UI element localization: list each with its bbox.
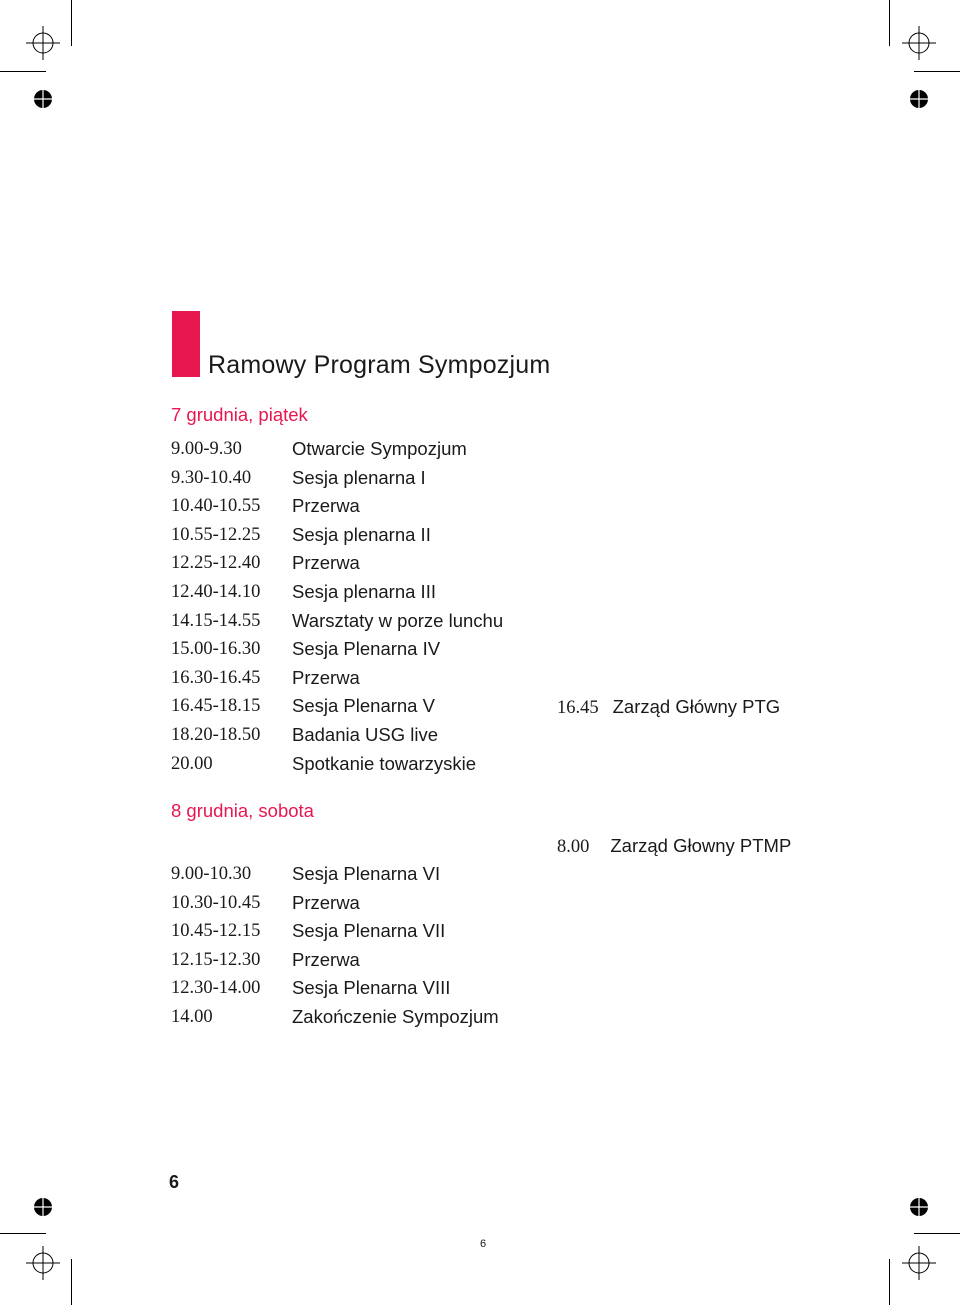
event-name: Sesja plenarna I bbox=[292, 466, 426, 488]
time-slot: 20.00 bbox=[171, 753, 213, 774]
crop-mark-bottom-left-v bbox=[71, 1259, 72, 1305]
event-name: Sesja Plenarna VIII bbox=[292, 977, 451, 999]
event-name: Sesja Plenarna VII bbox=[292, 920, 446, 942]
time-slot: 9.00-9.30 bbox=[171, 439, 242, 459]
registration-mark-bottom-left bbox=[26, 1246, 60, 1280]
event-name: Sesja Plenarna V bbox=[292, 695, 435, 717]
crop-mark-top-right-v bbox=[889, 0, 890, 46]
registration-mark-top-left bbox=[26, 26, 60, 60]
event-name: Warsztaty w porze lunchu bbox=[292, 609, 504, 631]
event-name: Przerwa bbox=[292, 891, 360, 913]
time-slot: 12.15-12.30 bbox=[171, 949, 261, 970]
time-slot: 14.15-14.55 bbox=[171, 610, 261, 631]
time-slot: 12.30-14.00 bbox=[171, 978, 261, 999]
event-name: Przerwa bbox=[292, 552, 360, 574]
time-slot: 12.40-14.10 bbox=[171, 581, 261, 602]
event-name: Badania USG live bbox=[292, 723, 439, 745]
event-name: Sesja plenarna III bbox=[292, 580, 436, 602]
side-meeting-time: 8.00 bbox=[557, 837, 590, 857]
day-heading-saturday: 8 grudnia, sobota bbox=[171, 800, 314, 821]
crop-mark-bottom-right-v bbox=[889, 1259, 890, 1305]
time-slot: 14.00 bbox=[171, 1006, 213, 1027]
side-meeting-time: 16.45 bbox=[557, 698, 599, 718]
title-accent-bar bbox=[172, 311, 200, 377]
registration-mark-bottom-right bbox=[902, 1246, 936, 1280]
event-name: Sesja Plenarna IV bbox=[292, 638, 441, 660]
side-meeting-name: Zarząd Głowny PTMP bbox=[610, 835, 792, 856]
time-slot: 10.40-10.55 bbox=[171, 496, 261, 517]
time-slot: 18.20-18.50 bbox=[171, 724, 261, 745]
event-name: Sesja plenarna II bbox=[292, 523, 431, 545]
event-name: Zakończenie Sympozjum bbox=[292, 1005, 499, 1027]
crop-mark-top-right-h bbox=[914, 71, 960, 72]
registration-mark-top-right bbox=[902, 26, 936, 60]
time-slot: 16.30-16.45 bbox=[171, 667, 261, 688]
event-name: Spotkanie towarzyskie bbox=[292, 752, 477, 774]
time-slot: 9.30-10.40 bbox=[171, 467, 252, 488]
page-title: Ramowy Program Sympozjum bbox=[208, 351, 551, 379]
crop-mark-bottom-right-h bbox=[914, 1233, 960, 1234]
event-name: Przerwa bbox=[292, 666, 360, 688]
bullseye-mark-top-left bbox=[32, 88, 54, 110]
side-meeting-name: Zarząd Główny PTG bbox=[612, 696, 781, 717]
time-slot: 10.55-12.25 bbox=[171, 524, 261, 545]
page-number: 6 bbox=[169, 1172, 180, 1192]
event-name: Przerwa bbox=[292, 948, 360, 970]
time-slot: 15.00-16.30 bbox=[171, 639, 261, 660]
side-meeting-friday bbox=[557, 695, 780, 720]
event-name: Przerwa bbox=[292, 495, 360, 517]
time-slot: 9.00-10.30 bbox=[171, 864, 252, 884]
event-name: Otwarcie Sympozjum bbox=[292, 438, 467, 459]
bullseye-mark-bottom-left bbox=[32, 1196, 54, 1218]
side-meeting-saturday bbox=[557, 834, 791, 859]
crop-mark-top-left-v bbox=[71, 0, 72, 46]
time-slot: 12.25-12.40 bbox=[171, 553, 261, 574]
time-slot: 10.45-12.15 bbox=[171, 921, 261, 942]
bullseye-mark-bottom-right bbox=[908, 1196, 930, 1218]
day-heading-friday: 7 grudnia, piątek bbox=[171, 404, 308, 425]
time-slot: 10.30-10.45 bbox=[171, 892, 261, 913]
crop-mark-bottom-left-h bbox=[0, 1233, 46, 1234]
footer-page-number: 6 bbox=[480, 1238, 487, 1250]
event-name: Sesja Plenarna VI bbox=[292, 863, 441, 884]
bullseye-mark-top-right bbox=[908, 88, 930, 110]
crop-mark-top-left-h bbox=[0, 71, 46, 72]
time-slot: 16.45-18.15 bbox=[171, 696, 261, 717]
